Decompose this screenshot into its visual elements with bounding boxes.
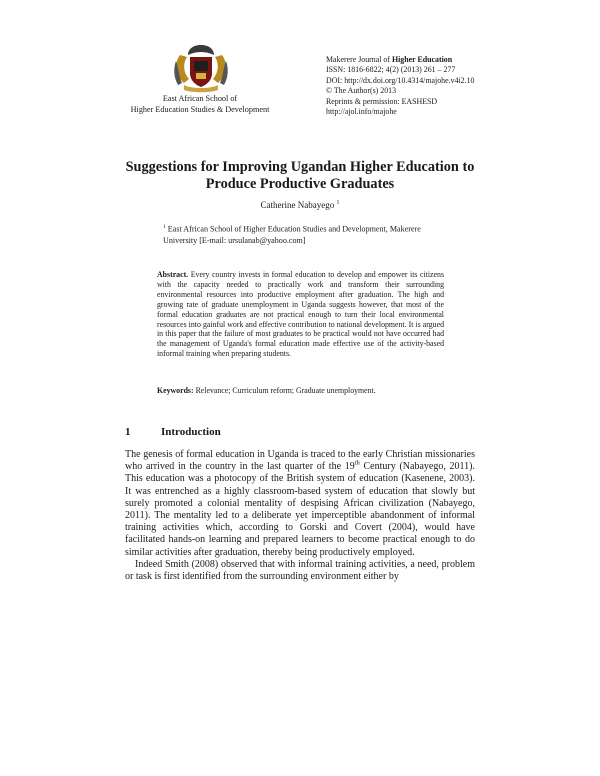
affiliation-superscript: 1 xyxy=(163,224,166,230)
journal-info xyxy=(326,55,474,117)
institution-name xyxy=(100,93,300,115)
section-title: Introduction xyxy=(161,426,221,438)
author-superscript: 1 xyxy=(336,200,340,206)
abstract xyxy=(157,270,444,359)
keywords-label: Keywords: xyxy=(157,386,194,395)
author-name: Catherine Nabayego xyxy=(260,200,335,210)
journal-url[interactable]: http://ajol.info/majohe xyxy=(326,107,397,117)
abstract-text: Every country invests in formal education to develop and empower its citizens with the capacity needed to practically work and transform their surrounding environmental resources into productive employment after graduation. The high and growing rate of graduate unemployment in Uganda suggests however, that most of the formal education graduates are not practical enough to turn their local environmental resources into gainful work and effective contribution to national development. It is argued in this paper that the failure of most graduates to be practical would not have occurred had the management of Uganda's formal education made effective use of the activity-based informal training when preparing students. xyxy=(157,270,444,359)
paragraph-1-superscript: th xyxy=(354,459,360,467)
institution-line-2: Higher Education Studies & Development xyxy=(130,105,270,114)
affiliation-text: East African School of Higher Education Studies and Development, Makerere University [E-mail: ursulanab@yahoo.com] xyxy=(163,224,421,246)
university-crest-logo xyxy=(166,41,236,93)
section-number: 1 xyxy=(125,426,131,438)
body-paragraph-2: Indeed Smith (2008) observed that with informal training activities, a need, problem or task is first identified from the surrounding environment either by xyxy=(125,558,475,583)
journal-issn: ISSN: 1816-6822; 4(2) (2013) 261 – 277 xyxy=(326,65,456,75)
journal-doi[interactable]: DOI: http://dx.doi.org/10.4314/majohe.v4i2.10 xyxy=(326,75,475,85)
paper-title: Suggestions for Improving Ugandan Higher Education to Produce Productive Graduates xyxy=(125,159,475,192)
author-line xyxy=(0,200,600,210)
keywords-text: Relevance; Curriculum reform; Graduate unemployment. xyxy=(195,386,376,395)
affiliation xyxy=(163,222,448,247)
journal-name-prefix: Makerere Journal of xyxy=(326,55,392,64)
journal-reprints: Reprints & permission: EASHESD xyxy=(326,96,438,106)
paragraph-1-text-a: The genesis of formal education in Uganda is traced to the early Christian missionaries who arrived in the country in the last quarter of the 19 xyxy=(125,449,475,473)
section-heading xyxy=(125,426,221,438)
paragraph-1-text-b: Century (Nabayego, 2011). This education was a photocopy of the British system of education (Kasenene, 2003). It was entrenched as a highly classroom-based system of education that slowly but surely promoted a colonial mentality of despising African civilization (Nabayego, 2011). The mentality led to a deliberate yet imperceptible abandonment of informal training activities which, according to Gorski and Covert (2004), would have facilitated hands-on learning and prepared learners to become practical enough to do similar activities after graduation, thereby being productively employed. xyxy=(125,461,475,558)
journal-name-bold: Higher Education xyxy=(391,55,453,64)
journal-copyright: © The Author(s) 2013 xyxy=(326,86,397,96)
journal-name xyxy=(326,55,474,65)
abstract-label: Abstract. xyxy=(157,270,189,279)
body-paragraph-1 xyxy=(125,449,475,559)
section-body xyxy=(125,449,475,583)
institution-line-1: East African School of xyxy=(162,94,238,103)
keywords xyxy=(157,386,457,395)
